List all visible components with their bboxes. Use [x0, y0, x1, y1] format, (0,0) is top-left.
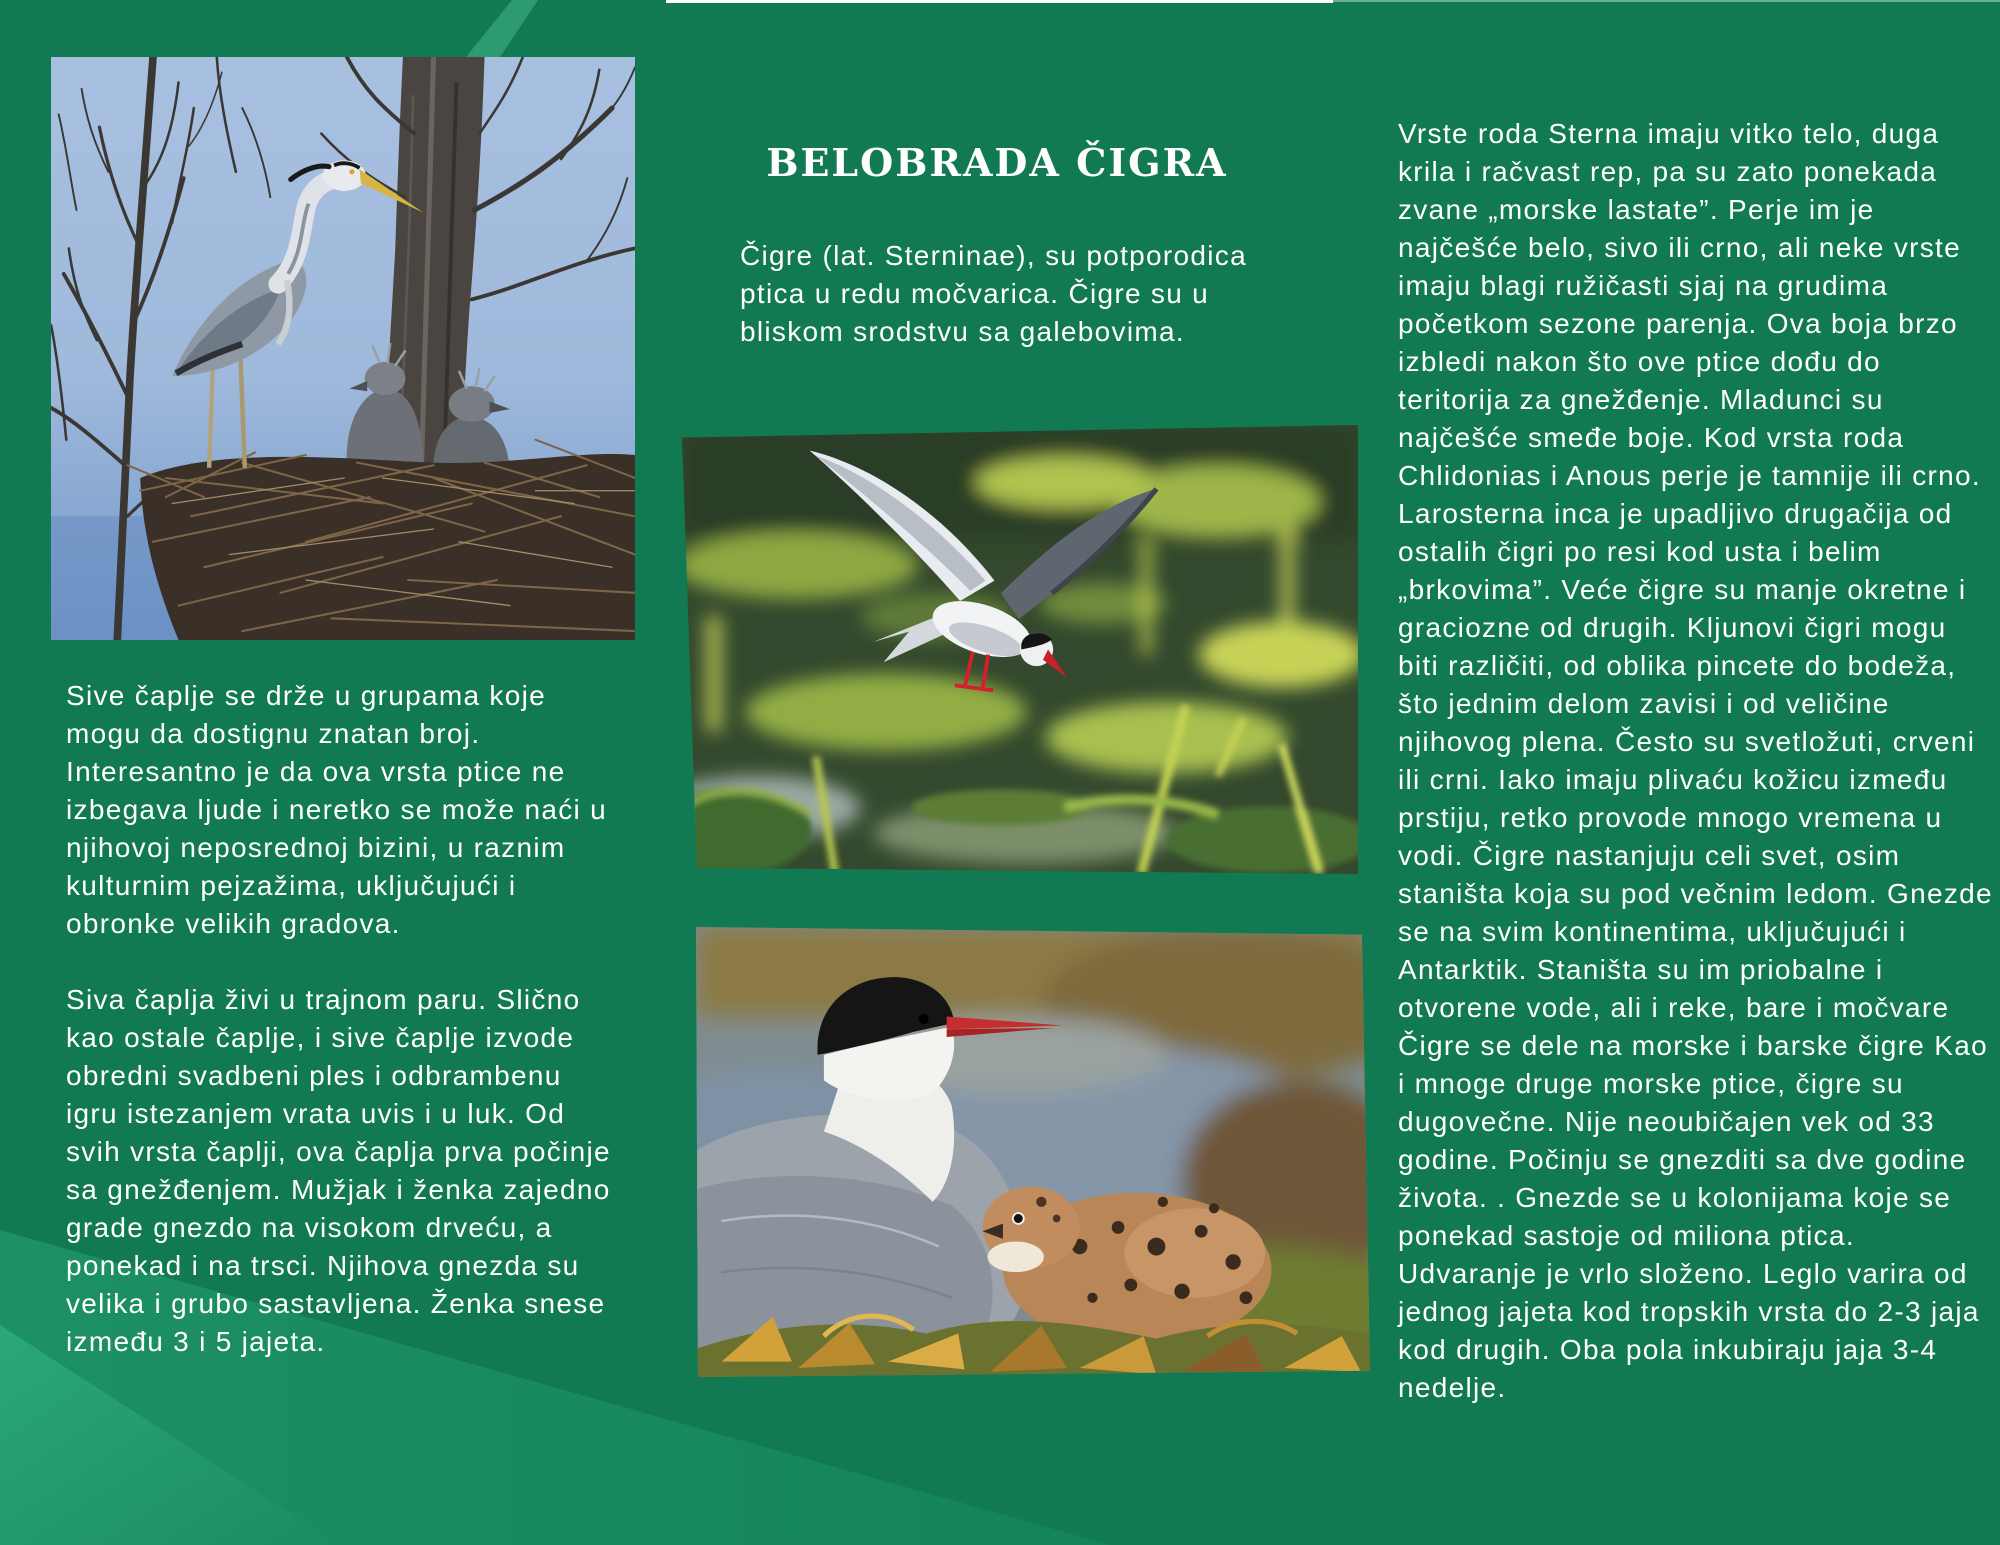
heron-text [66, 677, 622, 1361]
top-divider-line-faint [1333, 0, 2000, 2]
top-divider-line [666, 0, 1333, 3]
page-title: BELOBRADA ČIGRA [766, 140, 1228, 185]
heron-paragraph-1: Sive čaplje se drže u grupama koje mogu da dostignu znatan broj. Interesantno je da ova vrsta ptice ne izbegava ljude i neretko se može naći u njihovoj neposrednoj bizini, u raznim kulturnim pejzažima, uključujući i obronke velikih gradova. [66, 680, 607, 939]
heron-paragraph-2: Siva čaplja živi u trajnom paru. Slično kao ostale čaplje, i sive čaplje izvode obredni svadbeni ples i odbrambenu igru istezanjem vrata uvis i u luk. Od svih vrsta čaplji, ova čaplja prva počinje sa gnežđenjem. Mužjak i ženka zajedno grade gnezdo na visokom drveću, a ponekad i na trsci. Njihova gnezda su velika i grubo sastavljena. Ženka snese između 3 i 5 jajeta. [66, 984, 611, 1357]
heron-photo [51, 57, 635, 640]
tern-text [1398, 115, 1996, 1407]
tern-paragraph: Vrste roda Sterna imaju vitko telo, duga krila i račvast rep, pa su zato ponekada zvane „morske lastate”. Perje im je najčešće belo, sivo ili crno, ali neke vrste imaju blagi ružičasti sjaj na grudima početkom sezone parenja. Ova boja brzo izbledi nakon što ove ptice dođu do teritorija za gnežđenje. Mladunci su najčešće smeđe boje. Kod vrsta roda Chlidonias i Anous perje je tamnije ili crno. Larosterna inca je upadljivo drugačija od ostalih čigri po resi kod usta i belim „brkovima”. Veće čigre su manje okretne i graciozne od drugih. Kljunovi čigri mogu biti različiti, od oblika pincete do bodeža, što jednim delom zavisi i od veličine njihovog plena. Često su svetložuti, crveni ili crni. Iako imaju plivaću kožicu između prstiju, retko provode mnogo vremena u vodi. Čigre nastanjuju celi svet, osim staništa koja su pod večnim ledom. Gnezde se na svim kontinentima, uključujući i Antarktik. Staništa su im priobalne i otvorene vode, ali i reke, bare i močvare Čigre se dele na morske i barske čigre Kao i mnoge druge morske ptice, čigre su dugovečne. Nije neoubičajen vek od 33 godine. Počinju se gnezditi sa dve godine života. . Gnezde se u kolonijama koje se ponekad sastoje od miliona ptica. Udvaranje je vrlo složeno. Leglo varira od jednog jajeta kod tropskih vrsta do 2-3 jaja kod drugih. Oba pola inkubiraju jaja 3-4 nedelje. [1398, 118, 1993, 1403]
intro-text [740, 237, 1264, 351]
decor-top-stripe [466, 0, 538, 57]
tern-with-chick-photo [696, 927, 1370, 1377]
flying-tern-photo [682, 425, 1358, 874]
intro-paragraph: Čigre (lat. Sterninae), su potporodica ptica u redu močvarica. Čigre su u bliskom srodstvu sa galebovima. [740, 240, 1247, 347]
nest [128, 440, 635, 640]
